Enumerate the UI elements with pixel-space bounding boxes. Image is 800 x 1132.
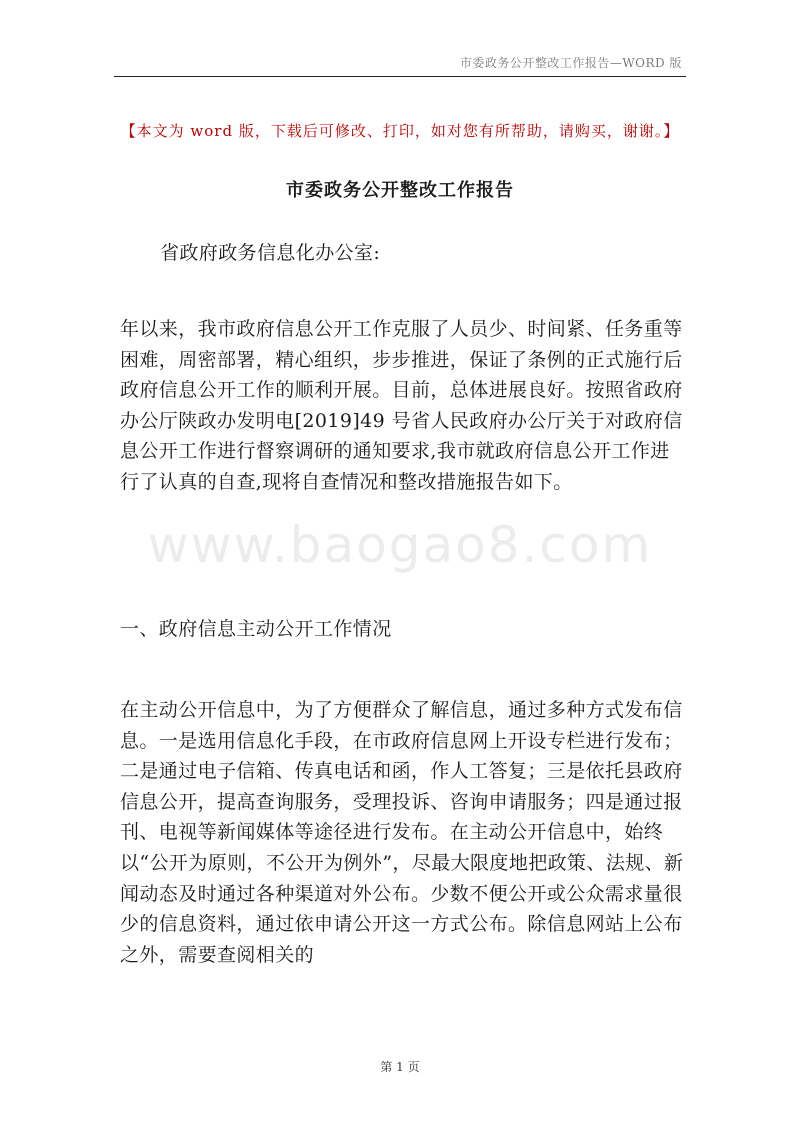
watermark-text: www.baogao8.com [147, 516, 653, 574]
section-heading: 一、政府信息主动公开工作情况 [120, 618, 392, 640]
document-title: 市委政务公开整改工作报告 [286, 180, 514, 201]
header-divider [114, 76, 686, 77]
paragraph-intro: 年以来，我市政府信息公开工作克服了人员少、时间紧、任务重等困难，周密部署，精心组织，步步推进，保证了条例的正式施行后政府信息公开工作的顺利开展。目前，总体进展良好。按照省政府办公厅陕政办发明电[2019]49 号省人民政府办公厅关于对政府信息公开工作进行督察调研的通知要求,我市就政府信息公开工作进行了认真的自查,现将自查情况和整改措施报告如下。 [120, 318, 683, 493]
running-header: 市委政务公开整改工作报告—WORD 版 [459, 56, 682, 70]
page-number: 第 1 页 [380, 1060, 420, 1074]
purchase-notice: 【本文为 word 版，下载后可修改、打印，如对您有所帮助，请购买，谢谢。】 [120, 122, 680, 140]
paragraph-section1: 在主动公开信息中，为了方便群众了解信息，通过多种方式发布信息。一是选用信息化手段，在市政府信息网上开设专栏进行发布；二是通过电子信箱、传真电话和函，作人工答复；三是依托县政府信息公开，提高查询服务，受理投诉、咨询申请服务；四是通过报刊、电视等新闻媒体等途径进行发布。在主动公开信息中，始终以“公开为原则，不公开为例外”，尽最大限度地把政策、法规、新闻动态及时通过各种渠道对外公布。少数不便公开或公众需求量很少的信息资料，通过依申请公开这一方式公布。除信息网站上公布之外，需要查阅相关的 [120, 699, 684, 966]
salutation: 省政府政务信息化办公室: [160, 242, 381, 264]
